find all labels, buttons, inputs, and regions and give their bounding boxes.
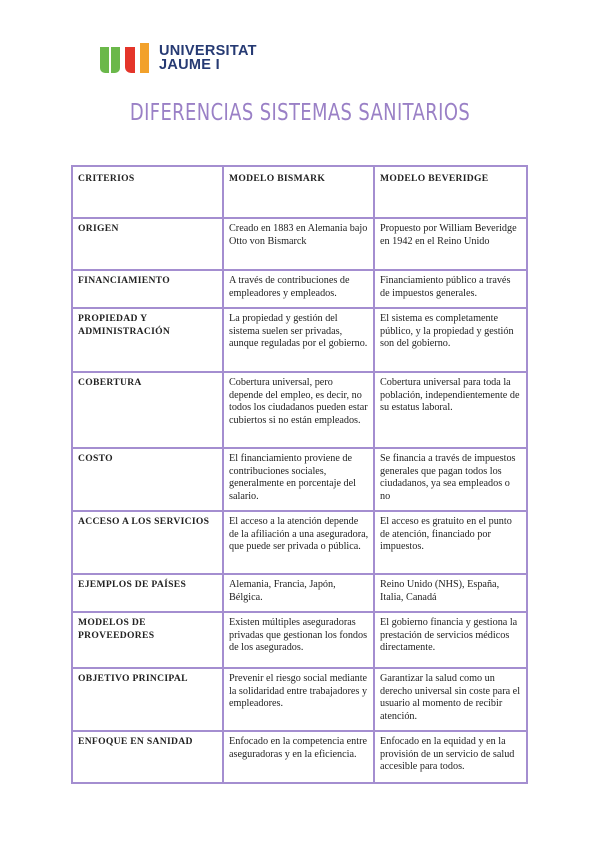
table-row	[72, 668, 527, 731]
row-bismark: El acceso a la atención depende de la afiliación a una aseguradora, que puede ser privada o pública.	[223, 511, 374, 574]
row-criterio: COBERTURA	[72, 372, 223, 448]
row-bismark: Alemania, Francia, Japón, Bélgica.	[223, 574, 374, 612]
uji-logo-mark-icon	[100, 43, 151, 73]
row-criterio: ORIGEN	[72, 218, 223, 270]
row-bismark: Enfocado en la competencia entre aseguradoras y en la eficiencia.	[223, 731, 374, 783]
row-criterio: COSTO	[72, 448, 223, 511]
row-bismark: Creado en 1883 en Alemania bajo Otto von Bismarck	[223, 218, 374, 270]
row-criterio: PROPIEDAD Y ADMINISTRACIÓN	[72, 308, 223, 372]
logo-wordmark	[159, 44, 257, 72]
comparison-table	[71, 165, 528, 784]
row-criterio: FINANCIAMIENTO	[72, 270, 223, 308]
row-criterio: ACCESO A LOS SERVICIOS	[72, 511, 223, 574]
row-criterio: EJEMPLOS DE PAÍSES	[72, 574, 223, 612]
row-beveridge: Garantizar la salud como un derecho universal sin coste para el usuario al momento de recibir atención.	[374, 668, 527, 731]
table-row	[72, 612, 527, 668]
page-title: DIFERENCIAS SISTEMAS SANITARIOS	[129, 100, 471, 126]
logo-line-1: UNIVERSITAT	[159, 43, 257, 59]
row-beveridge: Financiamiento público a través de impuestos generales.	[374, 270, 527, 308]
row-beveridge: El acceso es gratuito en el punto de atención, financiado por impuestos.	[374, 511, 527, 574]
table-row	[72, 372, 527, 448]
row-criterio: OBJETIVO PRINCIPAL	[72, 668, 223, 731]
logo-line-2: JAUME I	[159, 57, 220, 73]
row-beveridge: Enfocado en la equidad y en la provisión de un servicio de salud accesible para todos.	[374, 731, 527, 783]
table-row	[72, 448, 527, 511]
row-criterio: ENFOQUE EN SANIDAD	[72, 731, 223, 783]
row-bismark: Cobertura universal, pero depende del empleo, es decir, no todos los ciudadanos pueden estar cubiertos si no están empleados.	[223, 372, 374, 448]
row-bismark: Existen múltiples aseguradoras privadas que gestionan los fondos de los asegurados.	[223, 612, 374, 668]
table-row	[72, 308, 527, 372]
row-beveridge: Reino Unido (NHS), España, Italia, Canadá	[374, 574, 527, 612]
row-beveridge: Propuesto por William Beveridge en 1942 en el Reino Unido	[374, 218, 527, 270]
header-bismark: MODELO BISMARK	[223, 166, 374, 218]
table-row	[72, 731, 527, 783]
table-row	[72, 574, 527, 612]
table-header-row	[72, 166, 527, 218]
row-bismark: La propiedad y gestión del sistema suelen ser privadas, aunque reguladas por el gobierno.	[223, 308, 374, 372]
row-criterio: MODELOS DE PROVEEDORES	[72, 612, 223, 668]
row-beveridge: El gobierno financia y gestiona la prestación de servicios médicos directamente.	[374, 612, 527, 668]
header-criterios: CRITERIOS	[72, 166, 223, 218]
row-beveridge: Cobertura universal para toda la población, independientemente de su estatus laboral.	[374, 372, 527, 448]
header-beveridge: MODELO BEVERIDGE	[374, 166, 527, 218]
university-logo	[100, 40, 257, 76]
row-beveridge: Se financia a través de impuestos generales que pagan todos los ciudadanos, ya sea empleados o no	[374, 448, 527, 511]
table-row	[72, 511, 527, 574]
table-row	[72, 270, 527, 308]
table-row	[72, 218, 527, 270]
row-bismark: Prevenir el riesgo social mediante la solidaridad entre trabajadores y empleadores.	[223, 668, 374, 731]
row-beveridge: El sistema es completamente público, y la propiedad y gestión son del gobierno.	[374, 308, 527, 372]
row-bismark: El financiamiento proviene de contribuciones sociales, generalmente en porcentaje del salario.	[223, 448, 374, 511]
row-bismark: A través de contribuciones de empleadores y empleados.	[223, 270, 374, 308]
